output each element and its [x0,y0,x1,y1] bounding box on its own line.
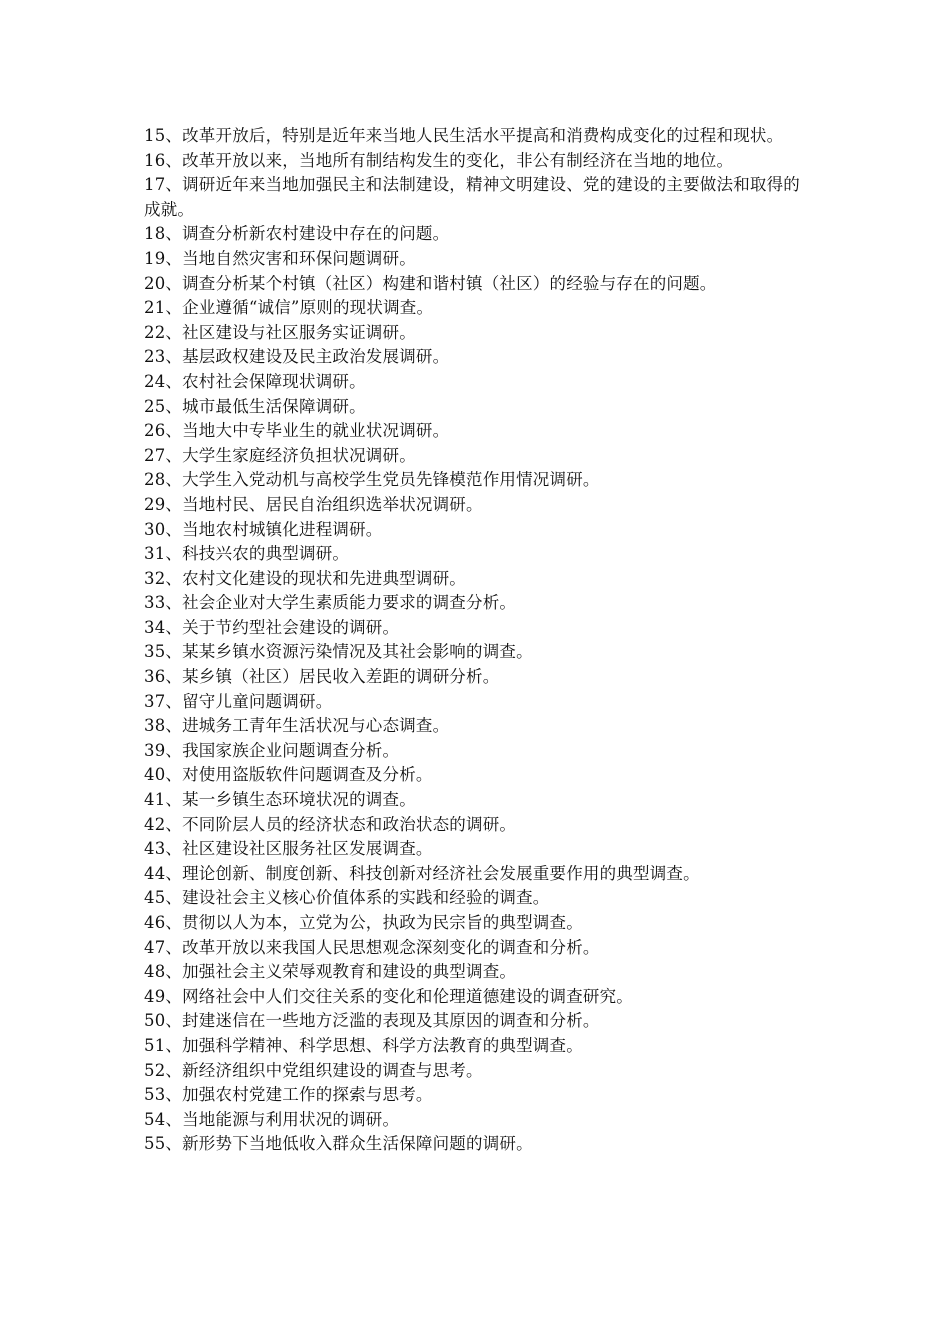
list-item: 25、城市最低生活保障调研。 [144,396,366,416]
list-item: 19、当地自然灾害和环保问题调研。 [144,248,416,268]
list-item: 46、贯彻以人为本，立党为公，执政为民宗旨的典型调查。 [144,913,583,932]
list-item: 26、当地大中专毕业生的就业状况调研。 [144,421,450,441]
list-item: 51、加强科学精神、科学思想、科学方法教育的典型调查。 [144,1035,583,1055]
list-item: 32、农村文化建设的现状和先进典型调研。 [144,568,466,588]
list-item: 31、科技兴农的典型调研。 [144,544,350,564]
list-item: 48、加强社会主义荣辱观教育和建设的典型调查。 [144,962,517,982]
list-item: 50、封建迷信在一些地方泛滥的表现及其原因的调查和分析。 [144,1011,600,1031]
list-item: 33、社会企业对大学生素质能力要求的调查分析。 [144,593,517,613]
list-item: 38、进城务工青年生活状况与心态调查。 [144,716,450,736]
list-item: 20、调查分析某个村镇（社区）构建和谐村镇（社区）的经验与存在的问题。 [144,273,717,293]
list-item: 40、对使用盗版软件问题调查及分析。 [144,765,433,785]
list-item: 30、当地农村城镇化进程调研。 [144,519,383,539]
list-item: 54、当地能源与利用状况的调研。 [144,1109,400,1129]
list-item: 27、大学生家庭经济负担状况调研。 [144,445,416,465]
list-item: 36、某乡镇（社区）居民收入差距的调研分析。 [144,667,500,687]
list-item: 55、新形势下当地低收入群众生活保障问题的调研。 [144,1134,533,1154]
list-item: 49、网络社会中人们交往关系的变化和伦理道德建设的调查研究。 [144,986,633,1006]
list-item: 47、改革开放以来我国人民思想观念深刻变化的调查和分析。 [144,937,600,957]
list-item: 15、改革开放后，特别是近年来当地人民生活水平提高和消费构成变化的过程和现状。 [144,126,784,145]
list-item: 24、农村社会保障现状调研。 [144,371,366,391]
list-item: 17、调研近年来当地加强民主和法制建设，精神文明建设、党的建设的主要做法和取得的成就。 [144,175,800,219]
list-item: 42、不同阶层人员的经济状态和政治状态的调研。 [144,814,517,834]
list-item: 43、社区建设社区服务社区发展调查。 [144,839,433,859]
list-item: 35、某某乡镇水资源污染情况及其社会影响的调查。 [144,642,533,662]
list-item: 34、关于节约型社会建设的调研。 [144,617,400,637]
list-item: 41、某一乡镇生态环境状况的调查。 [144,790,416,810]
list-item: 45、建设社会主义核心价值体系的实践和经验的调查。 [144,888,550,908]
list-item: 44、理论创新、制度创新、科技创新对经济社会发展重要作用的典型调查。 [144,863,700,883]
list-item: 16、改革开放以来，当地所有制结构发生的变化，非公有制经济在当地的地位。 [144,150,734,170]
list-item: 28、大学生入党动机与高校学生党员先锋模范作用情况调研。 [144,470,600,490]
list-item: 39、我国家族企业问题调查分析。 [144,740,400,760]
list-item: 37、留守儿童问题调研。 [144,691,333,711]
list-item: 52、新经济组织中党组织建设的调查与思考。 [144,1060,483,1080]
list-item: 53、加强农村党建工作的探索与思考。 [144,1085,433,1105]
list-item: 21、企业遵循“诚信”原则的现状调查。 [144,298,434,318]
topic-list [144,124,816,1157]
list-item: 29、当地村民、居民自治组织选举状况调研。 [144,494,483,514]
list-item: 18、调查分析新农村建设中存在的问题。 [144,224,450,244]
list-item: 23、基层政权建设及民主政治发展调研。 [144,347,450,367]
list-item: 22、社区建设与社区服务实证调研。 [144,322,416,342]
